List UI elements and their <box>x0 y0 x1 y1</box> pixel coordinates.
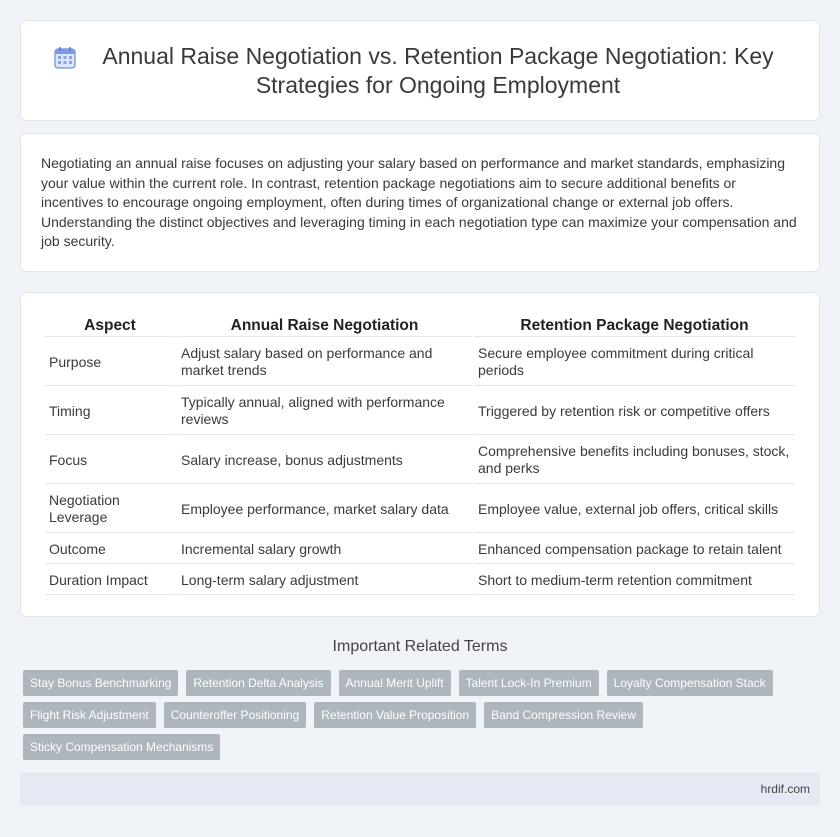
related-term-tag[interactable]: Loyalty Compensation Stack <box>607 670 773 696</box>
table-row <box>45 388 795 435</box>
header-annual-raise: Annual Raise Negotiation <box>177 315 472 337</box>
related-term-tag[interactable]: Talent Lock-In Premium <box>459 670 599 696</box>
cell-aspect: Negotiation Leverage <box>45 486 175 533</box>
table-row <box>45 339 795 386</box>
cell-aspect: Outcome <box>45 535 175 564</box>
cell-retention: Comprehensive benefits including bonuses, stock, and perks <box>474 437 795 484</box>
intro-paragraph: Negotiating an annual raise focuses on adjusting your salary based on performance and market standards, emphasizing your value within the current role. In contrast, retention package negotiations aim to secure additional benefits or incentives to encourage ongoing employment, often during times of organizational change or external job offers. Understanding the distinct objectives and leveraging timing in each negotiation type can maximize your compensation and job security. <box>41 155 797 249</box>
related-term-tag[interactable]: Annual Merit Uplift <box>339 670 451 696</box>
cell-annual-raise: Adjust salary based on performance and market trends <box>177 339 472 386</box>
table-header-row <box>45 315 795 337</box>
related-term-tag[interactable]: Stay Bonus Benchmarking <box>23 670 178 696</box>
page-title: Annual Raise Negotiation vs. Retention Package Negotiation: Key Strategies for Ongoing Employment <box>102 42 774 98</box>
cell-aspect: Timing <box>45 388 175 435</box>
related-terms-list <box>23 670 783 760</box>
related-term-tag[interactable]: Band Compression Review <box>484 702 643 728</box>
cell-retention: Enhanced compensation package to retain talent <box>474 535 795 564</box>
related-term-tag[interactable]: Sticky Compensation Mechanisms <box>23 734 220 760</box>
cell-annual-raise: Typically annual, aligned with performance reviews <box>177 388 472 435</box>
cell-aspect: Purpose <box>45 339 175 386</box>
header-card <box>20 20 820 121</box>
table-row <box>45 437 795 484</box>
cell-retention: Secure employee commitment during critical periods <box>474 339 795 386</box>
comparison-table <box>43 313 797 597</box>
related-term-tag[interactable]: Retention Value Proposition <box>314 702 476 728</box>
cell-aspect: Duration Impact <box>45 566 175 595</box>
comparison-table-card <box>20 292 820 617</box>
related-term-tag[interactable]: Flight Risk Adjustment <box>23 702 156 728</box>
cell-annual-raise: Salary increase, bonus adjustments <box>177 437 472 484</box>
cell-annual-raise: Long-term salary adjustment <box>177 566 472 595</box>
header-retention-package: Retention Package Negotiation <box>474 315 795 337</box>
cell-retention: Triggered by retention risk or competitive offers <box>474 388 795 435</box>
cell-annual-raise: Employee performance, market salary data <box>177 486 472 533</box>
related-term-tag[interactable]: Counteroffer Positioning <box>164 702 307 728</box>
table-row <box>45 535 795 564</box>
table-row <box>45 486 795 533</box>
table-row <box>45 566 795 595</box>
footer-site-link[interactable]: hrdif.com <box>760 782 810 796</box>
cell-retention: Short to medium-term retention commitment <box>474 566 795 595</box>
cell-aspect: Focus <box>45 437 175 484</box>
related-terms-title: Important Related Terms <box>332 638 508 655</box>
footer <box>20 773 820 806</box>
related-term-tag[interactable]: Retention Delta Analysis <box>186 670 330 696</box>
intro-card <box>20 133 820 272</box>
header-aspect: Aspect <box>45 315 175 337</box>
cell-annual-raise: Incremental salary growth <box>177 535 472 564</box>
cell-retention: Employee value, external job offers, critical skills <box>474 486 795 533</box>
